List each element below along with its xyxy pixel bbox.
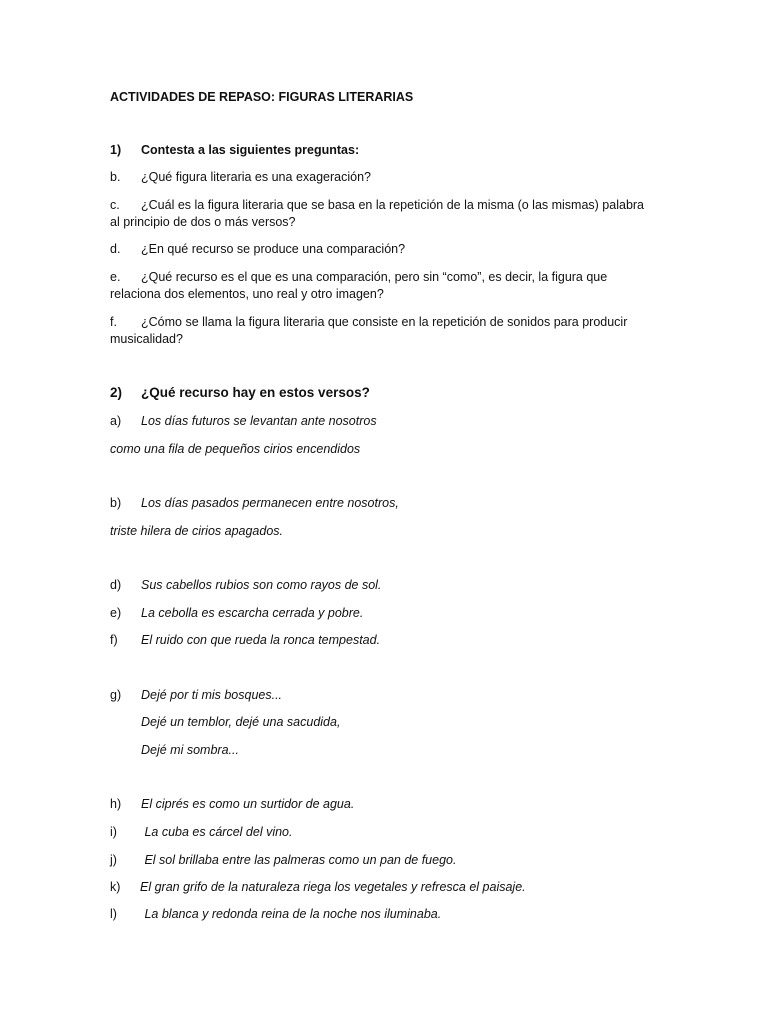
verse-a-line-2: como una fila de pequeños cirios encendidos [110, 442, 361, 456]
section-2-heading [110, 384, 670, 402]
verse-label: a) [110, 414, 122, 428]
verse-b-line-2: triste hilera de cirios apagados. [110, 524, 284, 538]
question-f [110, 313, 670, 331]
question-text: ¿Cómo se llama la figura literaria que consiste en la repetición de sonidos para producir [141, 315, 628, 329]
question-label: b. [110, 170, 121, 184]
question-text: ¿En qué recurso se produce una comparación? [141, 242, 406, 256]
verse-label: l) [110, 907, 117, 921]
verse-e [110, 604, 670, 622]
question-c [110, 196, 670, 214]
question-text: ¿Qué recurso es el que es una comparación, pero sin “como”, es decir, la figura que [141, 270, 608, 284]
verse-b [110, 494, 670, 512]
verse-label: j) [110, 853, 117, 867]
question-label: f. [110, 315, 117, 329]
verse-text: La blanca y redonda reina de la noche nos iluminaba. [141, 907, 442, 921]
verse-a [110, 412, 670, 430]
section-1-heading-text: Contesta a las siguientes preguntas: [141, 143, 360, 157]
question-label: e. [110, 270, 121, 284]
verse-g-line-2: Dejé un temblor, dejé una sacudida, [141, 715, 341, 729]
verse-label: d) [110, 578, 122, 592]
question-label: d. [110, 242, 121, 256]
verse-text: El gran grifo de la naturaleza riega los vegetales y refresca el paisaje. [140, 880, 526, 894]
question-label: c. [110, 198, 120, 212]
verse-text: El sol brillaba entre las palmeras como un pan de fuego. [141, 853, 457, 867]
verse-label: e) [110, 606, 122, 620]
verse-label: g) [110, 688, 122, 702]
section-2-number: 2) [110, 385, 123, 400]
verse-l [110, 905, 670, 923]
verse-label: b) [110, 496, 122, 510]
verse-text: La cuba es cárcel del vino. [141, 825, 293, 839]
verse-k [110, 878, 670, 896]
verse-i [110, 823, 670, 841]
question-d [110, 240, 670, 258]
page-title: ACTIVIDADES DE REPASO: FIGURAS LITERARIAS [110, 90, 414, 104]
question-f-continuation: musicalidad? [110, 332, 183, 346]
verse-label: k) [110, 880, 121, 894]
verse-text: El ruido con que rueda la ronca tempestad. [141, 633, 381, 647]
question-text: ¿Qué figura literaria es una exageración? [141, 170, 371, 184]
question-text: ¿Cuál es la figura literaria que se basa en la repetición de la misma (o las mismas) palabra [141, 198, 645, 212]
verse-text: Los días futuros se levantan ante nosotros [141, 414, 377, 428]
question-c-continuation: al principio de dos o más versos? [110, 215, 296, 229]
verse-j [110, 851, 670, 869]
verse-text: Dejé por ti mis bosques... [141, 688, 283, 702]
verse-text: Los días pasados permanecen entre nosotros, [141, 496, 399, 510]
verse-text: La cebolla es escarcha cerrada y pobre. [141, 606, 364, 620]
verse-g [110, 686, 670, 704]
verse-d [110, 576, 670, 594]
question-e [110, 268, 670, 286]
verse-text: Sus cabellos rubios son como rayos de sol. [141, 578, 382, 592]
question-b [110, 168, 670, 186]
question-e-continuation: relaciona dos elementos, uno real y otro imagen? [110, 287, 384, 301]
verse-text: El ciprés es como un surtidor de agua. [141, 797, 355, 811]
verse-label: i) [110, 825, 117, 839]
verse-f [110, 631, 670, 649]
verse-h [110, 795, 670, 813]
verse-label: f) [110, 633, 118, 647]
verse-g-line-3: Dejé mi sombra... [141, 743, 239, 757]
verse-label: h) [110, 797, 122, 811]
section-1-number: 1) [110, 143, 122, 157]
section-2-heading-text: ¿Qué recurso hay en estos versos? [141, 385, 370, 400]
section-1-heading [110, 141, 670, 159]
